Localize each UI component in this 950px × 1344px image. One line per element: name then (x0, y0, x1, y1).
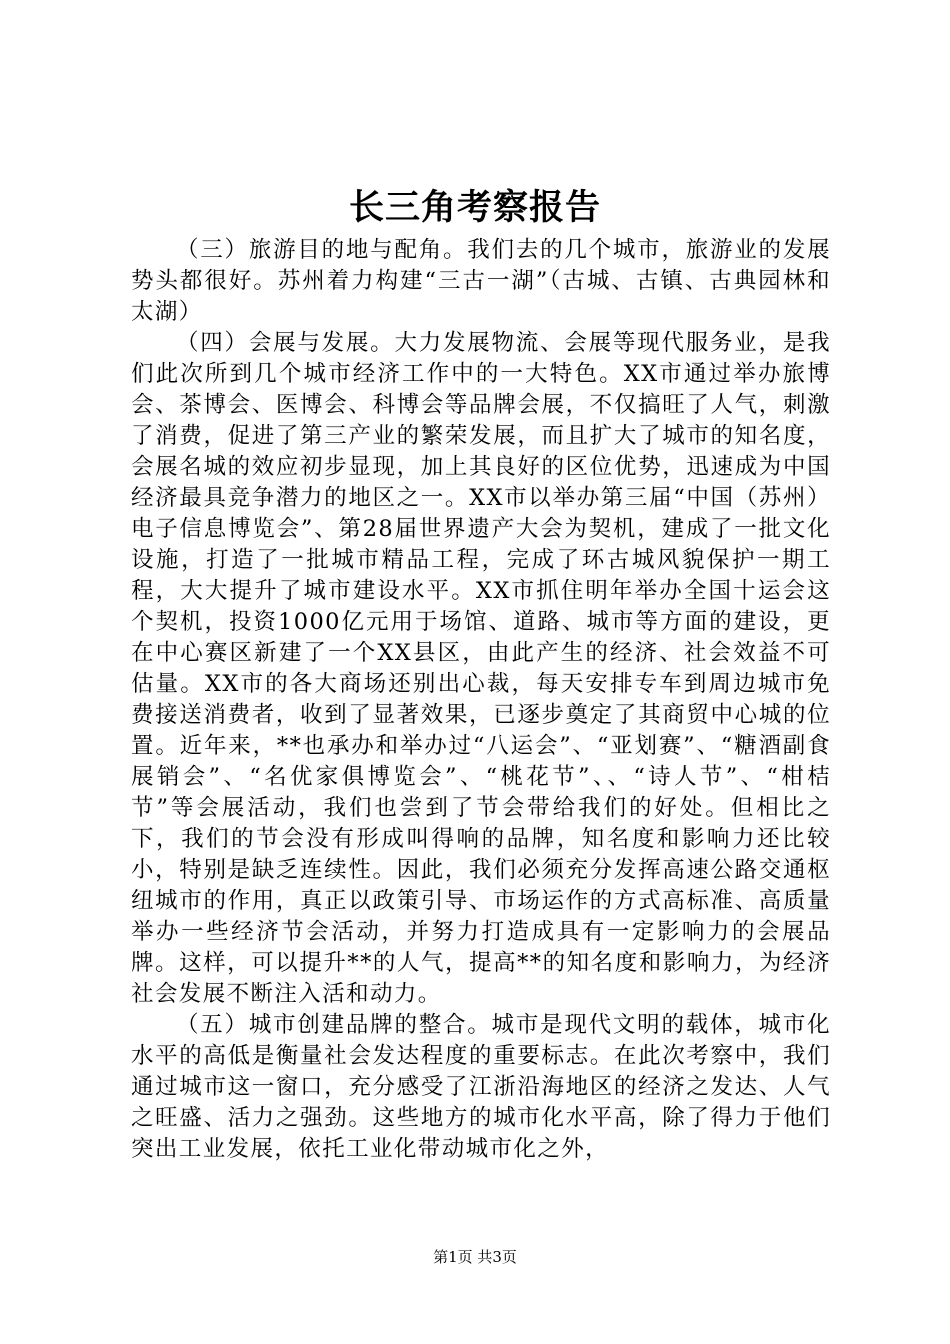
document-title: 长三角考察报告 (348, 187, 601, 228)
page-footer (0, 1247, 950, 1267)
paragraph-city-brand: （五）城市创建品牌的整合。城市是现代文明的载体，城市化水平的高低是衡量社会发达程度的重要标志。在此次考察中，我们通过城市这一窗口，充分感受了江浙沿海地区的经济之发达、人气之旺盛、活力之强劲。这些地方的城市化水平高，除了得力于他们突出工业发展，依托工业化带动城市化之外， (131, 1012, 831, 1162)
document-body (131, 235, 831, 1165)
page-number: 第1页 (433, 1248, 473, 1266)
page-total: 共3页 (477, 1248, 517, 1266)
paragraph-tourism: （三）旅游目的地与配角。我们去的几个城市，旅游业的发展势头都很好。苏州着力构建“三古一湖”（古城、古镇、古典园林和太湖） (131, 237, 831, 325)
paragraph-exhibition: （四）会展与发展。大力发展物流、会展等现代服务业，是我们此次所到几个城市经济工作中的一大特色。XX市通过举办旅博会、茶博会、医博会、科博会等品牌会展，不仅搞旺了人气，刺激了消费，促进了第三产业的繁荣发展，而且扩大了城市的知名度，会展名城的效应初步显现，加上其良好的区位优势，迅速成为中国经济最具竞争潜力的地区之一。XX市以举办第三届“中国（苏州）电子信息博览会”、第28届世界遗产大会为契机，建成了一批文化设施，打造了一批城市精品工程，完成了环古城风貌保护一期工程，大大提升了城市建设水平。XX市抓住明年举办全国十运会这个契机，投资1000亿元用于场馆、道路、城市等方面的建设，更在中心赛区新建了一个XX县区，由此产生的经济、社会效益不可估量。XX市的各大商场还别出心裁，每天安排专车到周边城市免费接送消费者，收到了显著效果，已逐步奠定了其商贸中心城的位置。近年来，**也承办和举办过“八运会”、“亚划赛”、“糖酒副食展销会”、“名优家俱博览会”、“桃花节”、、“诗人节”、“柑桔节”等会展活动，我们也尝到了节会带给我们的好处。但相比之下，我们的节会没有形成叫得响的品牌，知名度和影响力还比较小，特别是缺乏连续性。因此，我们必须充分发挥高速公路交通枢纽城市的作用，真正以政策引导、市场运作的方式高标准、高质量举办一些经济节会活动，并努力打造成具有一定影响力的会展品牌。这样，可以提升**的人气，提高**的知名度和影响力，为经济社会发展不断注入活和动力。 (131, 330, 831, 1007)
